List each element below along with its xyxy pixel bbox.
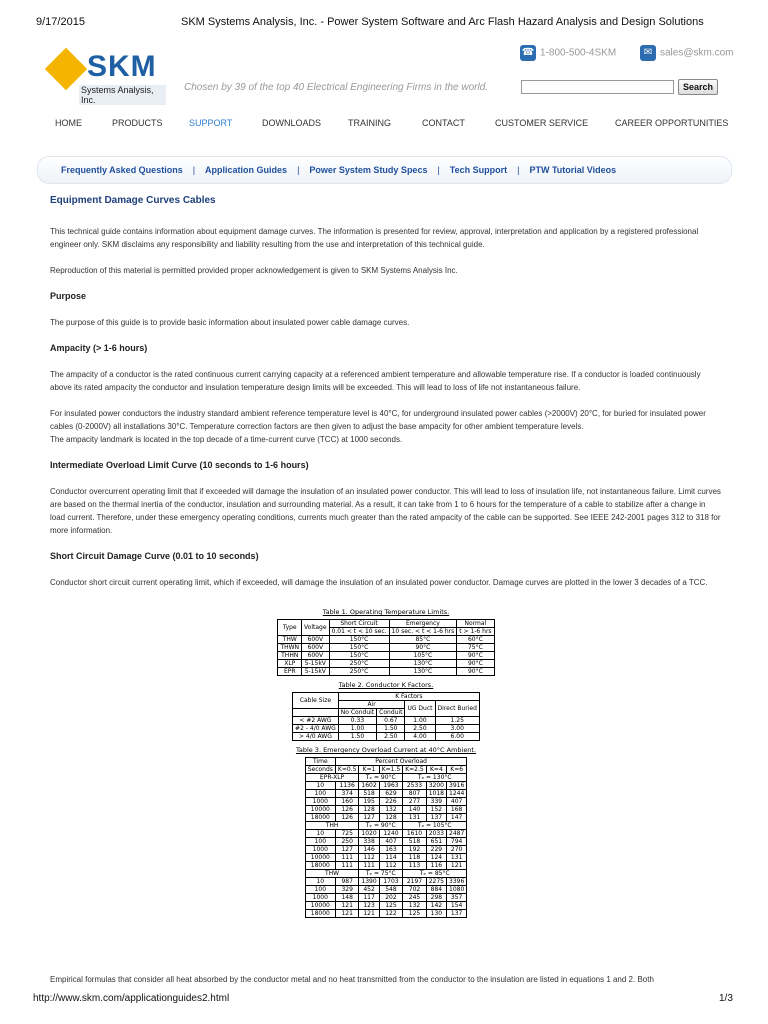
print-url: http://www.skm.com/applicationguides2.html	[33, 993, 230, 1004]
table-cell: 987	[335, 878, 359, 886]
table-header: Emergency	[389, 620, 457, 628]
nav-customer-service[interactable]: CUSTOMER SERVICE	[495, 118, 589, 128]
subnav-separator: |	[192, 165, 196, 175]
table-header: Time	[305, 758, 335, 766]
table-cell: 148	[335, 894, 359, 902]
table-cell: 4.00	[405, 733, 435, 741]
table-cell: 140	[403, 806, 427, 814]
table-cell: THWN	[278, 644, 302, 652]
table-cell: 2.50	[405, 725, 435, 733]
table-cell: 112	[359, 854, 379, 862]
table-cell: 250	[335, 838, 359, 846]
table-header: K Factors	[338, 693, 479, 701]
table-cell: Tₑ = 90°C	[359, 822, 403, 830]
phone-contact[interactable]	[520, 45, 616, 61]
table-cell: 146	[359, 846, 379, 854]
table-cell: 90°C	[457, 668, 494, 676]
table-cell: 10000	[305, 902, 335, 910]
table-cell: 651	[426, 838, 446, 846]
table-cell: 10000	[305, 806, 335, 814]
table-cell: THH	[305, 822, 359, 830]
table-row	[293, 717, 480, 725]
table-header: Conduit	[377, 709, 405, 717]
table-cell: 150°C	[329, 636, 389, 644]
table-cell: 6.00	[435, 733, 479, 741]
ampacity-paragraph: The ampacity of a conductor is the rated continuous current carrying capacity at a referenced ambient temperature and allowable temperature rise. If a conductor is loaded continuously above its rated ampacity the conductor and insulation temperature design limits will be exceeded. This will lead to loss of life not instantaneous failure.	[50, 370, 701, 392]
table-cell: Tₑ = 130°C	[403, 774, 467, 782]
sub-nav	[37, 156, 732, 184]
table-group-row	[305, 870, 467, 878]
table-cell: 1020	[359, 830, 379, 838]
table-cell: 10	[305, 878, 335, 886]
table-cell: 105°C	[389, 652, 457, 660]
table-cell: 192	[403, 846, 427, 854]
table2-body	[293, 717, 480, 741]
table-cell: 1610	[403, 830, 427, 838]
logo-text: SKM	[87, 50, 157, 83]
table-cell: 338	[359, 838, 379, 846]
table-cell: 794	[447, 838, 467, 846]
table-cell: Tₑ = 85°C	[403, 870, 467, 878]
table-cell: 111	[335, 862, 359, 870]
table-cell: 1963	[379, 782, 403, 790]
table-cell: 150°C	[329, 644, 389, 652]
subnav-separator: |	[297, 165, 300, 175]
table-cell: 1000	[305, 894, 335, 902]
table-cell: 3200	[426, 782, 446, 790]
table-cell: 1000	[305, 846, 335, 854]
phone-icon: ☎	[520, 45, 536, 61]
print-footer	[0, 993, 768, 1013]
table-cell: 5-15kV	[302, 668, 330, 676]
table-cell: 10	[305, 782, 335, 790]
table-cell: 121	[447, 862, 467, 870]
table-header: Normal	[457, 620, 494, 628]
table-cell: 452	[359, 886, 379, 894]
table-row	[305, 798, 467, 806]
print-date: 9/17/2015	[36, 16, 85, 28]
search-button[interactable]: Search	[678, 79, 718, 95]
table-cell: 2533	[403, 782, 427, 790]
table1	[277, 619, 494, 676]
table-cell: EPR-XLP	[305, 774, 359, 782]
table-cell: 90°C	[389, 644, 457, 652]
table-header: Voltage	[302, 620, 330, 636]
table-cell: 113	[403, 862, 427, 870]
table-cell: 1080	[447, 886, 467, 894]
table-cell: 121	[359, 910, 379, 918]
table-cell: 124	[426, 854, 446, 862]
table-cell: > 4/0 AWG	[293, 733, 339, 741]
table-cell: K=1.5	[379, 766, 403, 774]
table-row	[278, 668, 494, 676]
main-nav	[0, 118, 768, 132]
table-cell: K=0.5	[335, 766, 359, 774]
table-cell: 125	[379, 902, 403, 910]
subnav-tech-support[interactable]: Tech Support	[449, 165, 508, 175]
table-cell: Tₑ = 75°C	[359, 870, 403, 878]
table-cell: 357	[447, 894, 467, 902]
table-cell: 629	[379, 790, 403, 798]
table-cell: 127	[359, 814, 379, 822]
table-cell: 90°C	[457, 652, 494, 660]
table2	[292, 692, 480, 741]
table2-caption: Table 2. Conductor K Factors.	[338, 681, 434, 689]
table-cell: K=6	[447, 766, 467, 774]
table-cell: 128	[379, 814, 403, 822]
table-cell: 152	[426, 806, 446, 814]
table-cell: 2275	[426, 878, 446, 886]
table1-body	[278, 636, 494, 676]
table-cell: #2 - 4/0 AWG	[293, 725, 339, 733]
table-cell: 137	[426, 814, 446, 822]
table-cell: 114	[379, 854, 403, 862]
table-header	[293, 709, 339, 717]
phone-number: 1-800-500-4SKM	[540, 47, 617, 59]
table-cell: K=2.5	[403, 766, 427, 774]
table-cell: 130°C	[389, 668, 457, 676]
table-cell: XLP	[278, 660, 302, 668]
email-contact[interactable]	[640, 45, 734, 61]
table-row	[305, 782, 467, 790]
table-cell: 298	[426, 894, 446, 902]
table-cell: 111	[335, 854, 359, 862]
table-cell: 807	[403, 790, 427, 798]
table-cell: 3916	[447, 782, 467, 790]
table-row	[305, 814, 467, 822]
table-row	[305, 854, 467, 862]
table-cell: 100	[305, 886, 335, 894]
logo-subtext: Systems Analysis, Inc.	[79, 85, 166, 105]
purpose-paragraph: The purpose of this guide is to provide basic information about insulated power cable damage curves.	[50, 318, 410, 327]
table-cell: Tₑ = 90°C	[359, 774, 403, 782]
table-header: Type	[278, 620, 302, 636]
table-cell: 122	[379, 910, 403, 918]
landmark-paragraph: The ampacity landmark is located in the top decade of a time-current curve (TCC) at 1000 seconds.	[50, 435, 403, 444]
nav-support[interactable]: SUPPORT	[189, 118, 233, 128]
print-page-number: 1/3	[719, 993, 733, 1004]
table-cell: THW	[305, 870, 359, 878]
table-cell: 117	[359, 894, 379, 902]
email-icon: ✉	[640, 45, 656, 61]
table-header: 10 sec. < t < 1-6 hrs	[389, 628, 457, 636]
article	[50, 194, 722, 602]
table-cell: 112	[379, 862, 403, 870]
table-group-row	[305, 774, 467, 782]
table-cell: 600V	[302, 636, 330, 644]
table-cell: 229	[426, 846, 446, 854]
table-cell: 100	[305, 790, 335, 798]
table-cell: 1.00	[405, 717, 435, 725]
table-row	[293, 725, 480, 733]
table-cell: 127	[335, 846, 359, 854]
table-cell: 126	[335, 814, 359, 822]
table-cell: THHN	[278, 652, 302, 660]
table-cell: 163	[379, 846, 403, 854]
table-cell: 123	[359, 902, 379, 910]
table-cell: EPR	[278, 668, 302, 676]
subnav-study-specs[interactable]: Power System Study Specs	[309, 165, 428, 175]
table-cell: 1000	[305, 798, 335, 806]
short-circuit-heading: Short Circuit Damage Curve (0.01 to 10 seconds)	[50, 551, 259, 561]
table-cell: 195	[359, 798, 379, 806]
table-cell: < #2 AWG	[293, 717, 339, 725]
table-cell: 100	[305, 838, 335, 846]
table-cell: 10	[305, 830, 335, 838]
table-cell: 125	[403, 910, 427, 918]
table-header: UG Duct	[405, 701, 435, 717]
table-cell: 407	[379, 838, 403, 846]
table-cell: 2197	[403, 878, 427, 886]
table-cell: 142	[426, 902, 446, 910]
table-cell: 1602	[359, 782, 379, 790]
table-row	[305, 894, 467, 902]
email-address: sales@skm.com	[660, 47, 734, 59]
table-cell: 121	[335, 910, 359, 918]
table-group-row	[305, 822, 467, 830]
table-cell: 226	[379, 798, 403, 806]
table-cell: 548	[379, 886, 403, 894]
intermediate-heading: Intermediate Overload Limit Curve (10 seconds to 1-6 hours)	[50, 460, 309, 470]
table-cell: 270	[447, 846, 467, 854]
table-cell: 131	[447, 854, 467, 862]
table-row	[305, 862, 467, 870]
table-cell: 1703	[379, 878, 403, 886]
table-cell: THW	[278, 636, 302, 644]
temperature-paragraph: For insulated power conductors the industry standard ambient reference temperature level is 40°C, for underground insulated power cables (>2000V) 20°C, for buried for insulated power cables (0-2000V) all installations 30°C. Temperature correction factors are then given to adjust the base ampacity for other ambient temperature levels.	[50, 409, 706, 431]
table3	[305, 757, 468, 918]
table-row	[305, 910, 467, 918]
table-cell: 132	[403, 902, 427, 910]
table-header: Short Circuit	[329, 620, 389, 628]
nav-downloads[interactable]: DOWNLOADS	[262, 118, 322, 128]
table-cell: 250°C	[329, 660, 389, 668]
table-cell: 130°C	[389, 660, 457, 668]
table-header: Cable Size	[293, 693, 339, 709]
table-row	[278, 644, 494, 652]
table-row	[305, 886, 467, 894]
table-cell: 128	[359, 806, 379, 814]
search-input[interactable]	[521, 80, 674, 94]
table-cell: 518	[359, 790, 379, 798]
purpose-heading: Purpose	[50, 291, 87, 301]
table-cell: 2487	[447, 830, 467, 838]
print-title: SKM Systems Analysis, Inc. - Power System Software and Arc Flash Hazard Analysis and Design Solutions	[181, 16, 704, 28]
table-cell: 1244	[447, 790, 467, 798]
table-cell: 147	[447, 814, 467, 822]
subnav-faq[interactable]: Frequently Asked Questions	[61, 165, 183, 175]
table-cell: 3.00	[435, 725, 479, 733]
table-cell: 277	[403, 798, 427, 806]
table-cell: 518	[403, 838, 427, 846]
table-cell: 702	[403, 886, 427, 894]
subnav-separator: |	[517, 165, 520, 175]
table-cell: 90°C	[457, 660, 494, 668]
table-cell: 10000	[305, 854, 335, 862]
table-cell: 150°C	[329, 652, 389, 660]
table-row	[305, 878, 467, 886]
table-row	[305, 830, 467, 838]
table-cell: 1.50	[377, 725, 405, 733]
table-cell: Tₑ = 105°C	[403, 822, 467, 830]
table-cell: 3396	[447, 878, 467, 886]
table-cell: 1390	[359, 878, 379, 886]
table-cell: 374	[335, 790, 359, 798]
table3-caption: Table 3. Emergency Overload Current at 40°C Ambient.	[295, 746, 477, 754]
table-cell: 5-15kV	[302, 660, 330, 668]
table-row	[305, 790, 467, 798]
table-cell: 339	[426, 798, 446, 806]
print-header	[0, 0, 768, 28]
nav-contact[interactable]: CONTACT	[422, 118, 465, 128]
table-cell: 118	[403, 854, 427, 862]
table-cell: 329	[335, 886, 359, 894]
reproduction-paragraph: Reproduction of this material is permitted provided proper acknowledgement is given to SKM Systems Analysis Inc.	[50, 266, 458, 275]
equations-intro-paragraph: Empirical formulas that consider all heat absorbed by the conductor metal and no heat transmitted from the conductor to the insulation are listed in equations 1 and 2. Both	[50, 975, 654, 984]
table3-body	[305, 774, 467, 918]
table-cell: 245	[403, 894, 427, 902]
table-row	[305, 846, 467, 854]
table-cell: 202	[379, 894, 403, 902]
table-header: Percent Overload	[335, 758, 466, 766]
table-cell: 132	[379, 806, 403, 814]
table1-caption: Table 1. Operating Temperature Limits.	[322, 608, 450, 616]
table-cell: 160	[335, 798, 359, 806]
table-cell: 1.25	[435, 717, 479, 725]
table-cell: 75°C	[457, 644, 494, 652]
table-row	[278, 636, 494, 644]
table-cell: 1.00	[338, 725, 376, 733]
intro-paragraph: This technical guide contains information about equipment damage curves. The information is presented for review, approval, interpretation and application by a registered professional engineer only. SKM disclaims any responsibility and liability resulting from the use and interpretation of this technical guide.	[50, 227, 699, 249]
table-cell: 725	[335, 830, 359, 838]
figure-tables	[246, 606, 526, 923]
table-row	[278, 660, 494, 668]
table-header: Direct Buried	[435, 701, 479, 717]
table-cell: 0.33	[338, 717, 376, 725]
table-row	[305, 902, 467, 910]
table-header: 0.01 < t < 10 sec.	[329, 628, 389, 636]
table-cell: 600V	[302, 644, 330, 652]
intermediate-paragraph: Conductor overcurrent operating limit that if exceeded will damage the insulation of an insulated power conductor. This will lead to loss of insulation life, not instantaneous failure. Limit curves are based on the thermal inertia of the conductor, insulation and surrounding material. As a result, it can take from 1 to 6 hours for the temperature of a cable to stabilize after a change in load current. Therefore, under these emergency operating conditions, currents much greater than the rated ampacity of the cable can be supported. See IEEE 242-2001 pages 312 to 318 for more information.	[50, 487, 721, 535]
short-circuit-paragraph: Conductor short circuit current operating limit, which if exceeded, will damage the insulation of an insulated power conductor. Damage curves are plotted in the lower 3 decades of a TCC.	[50, 578, 708, 587]
table-row	[293, 733, 480, 741]
table-cell: 130	[426, 910, 446, 918]
table-cell: 1136	[335, 782, 359, 790]
table-cell: 2.50	[377, 733, 405, 741]
page-title: Equipment Damage Curves Cables	[50, 195, 216, 206]
nav-home[interactable]: HOME	[55, 118, 82, 128]
table-row	[305, 838, 467, 846]
table-cell: 250°C	[329, 668, 389, 676]
table-cell: 0.67	[377, 717, 405, 725]
table-cell: 116	[426, 862, 446, 870]
table-row	[305, 806, 467, 814]
table-cell: 18000	[305, 910, 335, 918]
table-cell: 1018	[426, 790, 446, 798]
ampacity-heading: Ampacity (> 1-6 hours)	[50, 343, 148, 353]
table-header: Air	[338, 701, 405, 709]
table-cell: 121	[335, 902, 359, 910]
logo-diamond-icon	[45, 48, 87, 90]
table-cell: 600V	[302, 652, 330, 660]
nav-products[interactable]: PRODUCTS	[112, 118, 163, 128]
table-cell: 126	[335, 806, 359, 814]
tagline: Chosen by 39 of the top 40 Electrical Engineering Firms in the world.	[184, 82, 489, 93]
table-cell: 884	[426, 886, 446, 894]
table-cell: 60°C	[457, 636, 494, 644]
table-cell: 18000	[305, 814, 335, 822]
table-header: t > 1-6 hrs	[457, 628, 494, 636]
table-cell: 18000	[305, 862, 335, 870]
table-header: Seconds	[305, 766, 335, 774]
nav-training[interactable]: TRAINING	[348, 118, 392, 128]
table-cell: K=4	[426, 766, 446, 774]
subnav-application-guides[interactable]: Application Guides	[205, 165, 288, 175]
table-cell: 1240	[379, 830, 403, 838]
table-cell: 131	[403, 814, 427, 822]
table-cell: 2033	[426, 830, 446, 838]
subnav-tutorial-videos[interactable]: PTW Tutorial Videos	[529, 165, 617, 175]
table-cell: 111	[359, 862, 379, 870]
table-cell: 85°C	[389, 636, 457, 644]
table-row	[278, 652, 494, 660]
subnav-separator: |	[437, 165, 440, 175]
table-header: No Conduit	[338, 709, 376, 717]
table-cell: 168	[447, 806, 467, 814]
table-cell: 407	[447, 798, 467, 806]
nav-career-opportunities[interactable]: CAREER OPPORTUNITIES	[615, 118, 729, 128]
table-cell: K=1	[359, 766, 379, 774]
table-cell: 154	[447, 902, 467, 910]
table-cell: 137	[447, 910, 467, 918]
table-cell: 1.50	[338, 733, 376, 741]
skm-logo[interactable]	[51, 50, 166, 105]
